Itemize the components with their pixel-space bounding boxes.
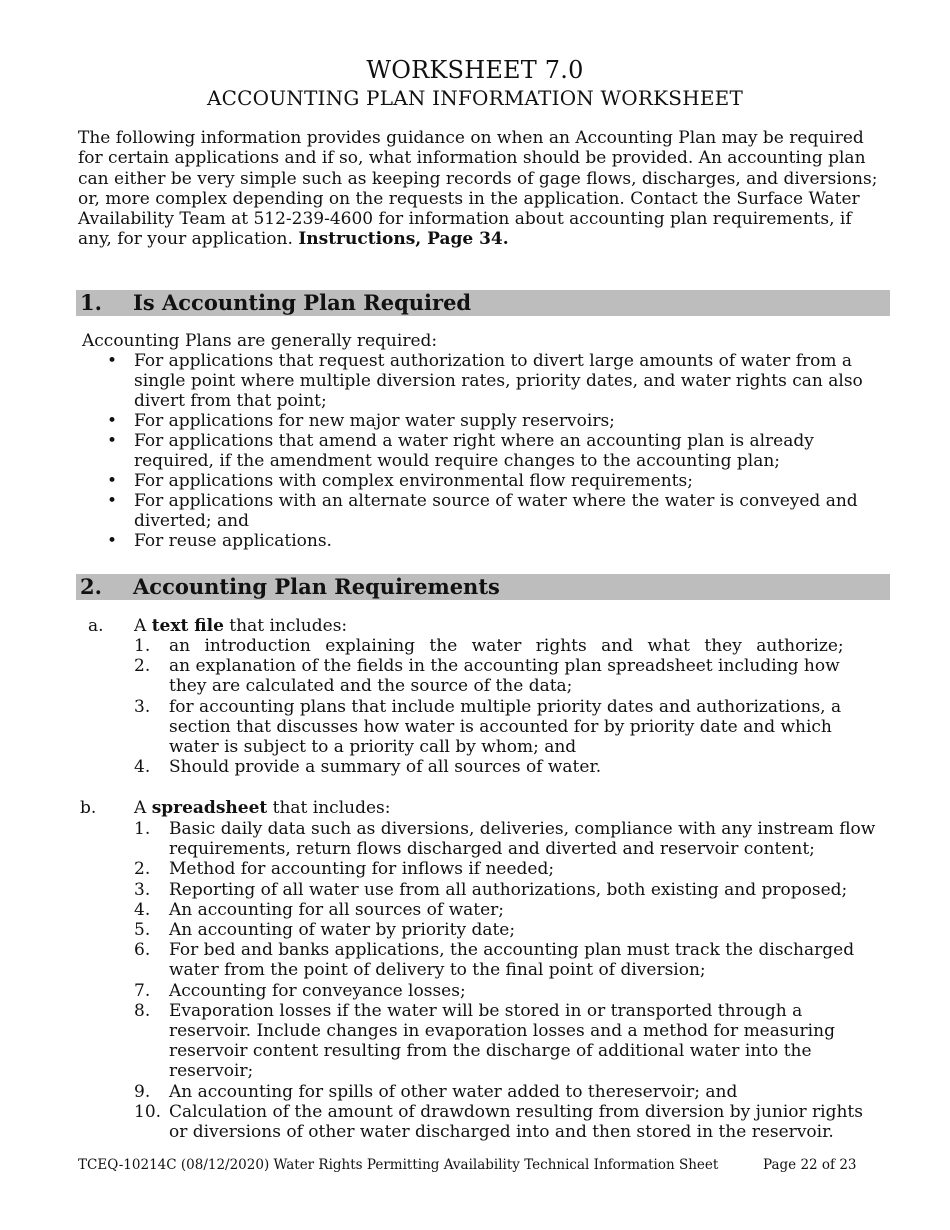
part-a-letter: a. <box>88 616 104 636</box>
bullet-item: • For applications that amend a water right where an accounting plan is already required, if the amendment would require changes to the accounting plan; <box>134 431 886 471</box>
list-item <box>134 879 881 900</box>
item-number: 3. <box>134 879 151 900</box>
worksheet-subtitle: ACCOUNTING PLAN INFORMATION WORKSHEET <box>206 86 743 110</box>
list-item <box>134 636 881 656</box>
part-b-lead-bold: spreadsheet <box>151 798 268 818</box>
part-b-item-list <box>134 819 881 1143</box>
bullet-item: • For applications with complex environmental flow requirements; <box>134 471 886 491</box>
item-number: 10. <box>134 1101 162 1122</box>
bullet-item: • For applications that request authorization to divert large amounts of water from a single point where multiple diversion rates, priority dates, and water rights can also divert from that point; <box>134 351 886 411</box>
list-item <box>134 899 881 920</box>
part-b-lead-prefix: A <box>134 798 152 818</box>
list-item <box>134 1081 881 1102</box>
section-1-lead: Accounting Plans are generally required: <box>82 331 438 351</box>
instructions-reference: Instructions, Page 34. <box>298 229 509 250</box>
part-a-lead-prefix: A <box>134 616 152 636</box>
list-item <box>134 1101 881 1143</box>
part-a-lead-bold: text file <box>151 616 224 636</box>
item-number: 4. <box>134 757 151 778</box>
item-number: 3. <box>134 696 151 717</box>
item-text: An accounting for all sources of water; <box>169 899 505 920</box>
item-number: 2. <box>134 859 151 880</box>
section-2-number: 2. <box>80 574 102 599</box>
part-b-lead <box>134 798 390 818</box>
worksheet-title: WORKSHEET 7.0 <box>366 56 584 84</box>
item-text: an introduction explaining the water rights and what they authorize; <box>169 636 844 656</box>
list-item <box>134 1000 881 1082</box>
item-text: Reporting of all water use from all authorizations, both existing and proposed; <box>169 879 848 900</box>
item-number: 5. <box>134 920 151 941</box>
item-number: 2. <box>134 656 151 677</box>
item-number: 4. <box>134 899 151 920</box>
footer-page-number: Page 22 of 23 <box>763 1157 857 1173</box>
item-text: an explanation of the fields in the accounting plan spreadsheet including how they are calculated and the source of the data; <box>169 656 840 697</box>
bullet-item: • For reuse applications. <box>134 531 886 551</box>
list-item <box>134 656 881 697</box>
item-number: 1. <box>134 636 151 656</box>
section-1-header <box>76 290 890 316</box>
item-text: Evaporation losses if the water will be stored in or transported through a reservoir. Include changes in evaporation losses and a method for measuring reservoir content resulting from the discharge of additional water into the reservoir; <box>169 1000 835 1082</box>
list-item <box>134 940 881 981</box>
item-number: 8. <box>134 1000 151 1021</box>
item-text: Calculation of the amount of drawdown resulting from diversion by junior rights or diversions of other water discharged into and then stored in the reservoir. <box>169 1101 863 1143</box>
item-text: An accounting of water by priority date; <box>169 920 516 941</box>
section-1-title: Is Accounting Plan Required <box>133 290 472 315</box>
item-text: Should provide a summary of all sources of water. <box>169 757 602 778</box>
section-2-header <box>76 574 890 600</box>
list-item <box>134 980 881 1001</box>
section-1-bullet-list <box>134 351 886 551</box>
item-number: 6. <box>134 940 151 961</box>
item-number: 7. <box>134 980 151 1001</box>
part-a-item-list <box>134 636 881 778</box>
list-item <box>134 859 881 880</box>
section-2-title: Accounting Plan Requirements <box>133 574 500 599</box>
item-number: 1. <box>134 819 151 839</box>
list-item <box>134 696 881 758</box>
part-b-lead-suffix: that includes: <box>267 798 391 818</box>
section-1-number: 1. <box>80 290 102 315</box>
list-item <box>134 920 881 941</box>
part-b-letter: b. <box>80 798 97 818</box>
item-text: Basic daily data such as diversions, deliveries, compliance with any instream flow requirements, return flows discharged and diverted and reservoir content; <box>169 819 876 860</box>
item-text: For bed and banks applications, the accounting plan must track the discharged water from the point of delivery to the final point of diversion; <box>169 940 855 981</box>
list-item <box>134 757 881 778</box>
part-a-lead-suffix: that includes: <box>223 616 348 636</box>
item-text: An accounting for spills of other water added to thereservoir; and <box>169 1081 738 1102</box>
footer-form-id: TCEQ-10214C (08/12/2020) Water Rights Permitting Availability Technical Information Sheet <box>78 1157 719 1173</box>
item-text: for accounting plans that include multiple priority dates and authorizations, a section that discusses how water is accounted for by priority date and which water is subject to a priority call by whom; and <box>169 696 842 758</box>
item-text: Method for accounting for inflows if needed; <box>169 859 555 880</box>
intro-text: The following information provides guidance on when an Accounting Plan may be required for certain applications and if so, what information should be provided. An accounting plan can either be very simple such as keeping records of gage flows, discharges, and diversions; or, more complex depending on the requests in the application. Contact the Surface Water Availability Team at 512-239-4600 for information about accounting plan requirements, if any, for your application. <box>78 128 878 250</box>
bullet-item: • For applications for new major water supply reservoirs; <box>134 411 886 431</box>
intro-paragraph <box>78 128 878 250</box>
part-a-lead <box>134 616 347 636</box>
item-text: Accounting for conveyance losses; <box>169 980 466 1001</box>
bullet-item: • For applications with an alternate source of water where the water is conveyed and diverted; and <box>134 491 886 531</box>
item-number: 9. <box>134 1081 151 1102</box>
list-item <box>134 819 881 860</box>
